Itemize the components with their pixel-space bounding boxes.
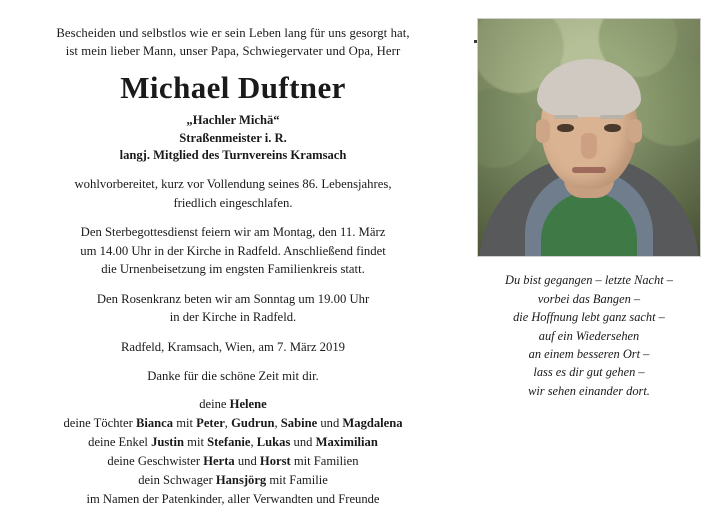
deceased-name: Michael Duftner: [120, 69, 346, 105]
rosary-line-2: in der Kirche in Radfeld.: [169, 309, 297, 324]
passing-line-2: friedlich eingeschlafen.: [173, 195, 293, 210]
service-line-3: die Urnenbeisetzung im engsten Familienkreis statt.: [101, 262, 365, 277]
passing-line-1: wohlvorbereitet, kurz vor Vollendung seines 86. Lebensjahres,: [74, 177, 392, 192]
family-line-3: deine Enkel Justin mit Stefanie, Lukas und Maximilian: [88, 434, 378, 449]
verse-line-5: an einem besseren Ort –: [528, 346, 650, 361]
portrait-nose: [581, 133, 597, 159]
rosary-text: [18, 290, 448, 327]
service-text: [18, 223, 448, 278]
place-and-date: Radfeld, Kramsach, Wien, am 7. März 2019: [120, 340, 346, 355]
portrait-eye-right: [604, 124, 621, 132]
thanks-text: Danke für die schöne Zeit mit dir.: [147, 368, 319, 383]
verse-line-7: wir sehen einander dort.: [528, 383, 650, 398]
title-line-2: langj. Mitglied des Turnvereins Kramsach: [119, 148, 347, 163]
verse-line-3: die Hoffnung lebt ganz sacht –: [513, 310, 665, 325]
portrait-eye-left: [557, 124, 574, 132]
family-line-1: deine Helene: [199, 397, 267, 412]
verse-line-6: lass es dir gut gehen –: [533, 365, 645, 380]
nickname: „Hachler Michä“: [186, 113, 280, 128]
service-line-2: um 14.00 Uhr in der Kirche in Radfeld. Anschließend findet: [80, 243, 386, 258]
portrait-mouth: [572, 167, 606, 173]
family-line-5: dein Schwager Hansjörg mit Familie: [138, 472, 328, 487]
title-line-1: Straßenmeister i. R.: [179, 130, 287, 145]
portrait-ear-left: [536, 119, 550, 143]
portrait-brow-right: [600, 115, 624, 119]
verse-line-1: Du bist gegangen – letzte Nacht –: [505, 273, 673, 288]
verse-line-4: auf ein Wiedersehen: [538, 328, 640, 343]
obituary-image-column: [466, 0, 720, 410]
intro-line-1: Bescheiden und selbstlos wie er sein Leben lang für uns gesorgt hat,: [56, 26, 410, 40]
family-line-2: deine Töchter Bianca mit Peter, Gudrun, Sabine und Magdalena: [63, 416, 403, 431]
passing-text: [18, 175, 448, 212]
portrait-ear-right: [628, 119, 642, 143]
service-line-1: Den Sterbegottesdienst feiern wir am Montag, den 11. März: [80, 225, 386, 240]
intro-text: [18, 24, 448, 61]
family-line-4: deine Geschwister Herta und Horst mit Familien: [107, 453, 359, 468]
portrait-brow-left: [554, 115, 578, 119]
family-line-6: im Namen der Patenkinder, aller Verwandten und Freunde: [86, 491, 380, 506]
portrait-photo: [477, 18, 701, 257]
memorial-verse: [505, 271, 673, 400]
rosary-line-1: Den Rosenkranz beten wir am Sonntag um 19.00 Uhr: [96, 291, 370, 306]
verse-line-2: vorbei das Bangen –: [537, 291, 641, 306]
intro-line-2: ist mein lieber Mann, unser Papa, Schwiegervater und Opa, Herr: [65, 44, 401, 59]
family-list: [18, 395, 448, 508]
